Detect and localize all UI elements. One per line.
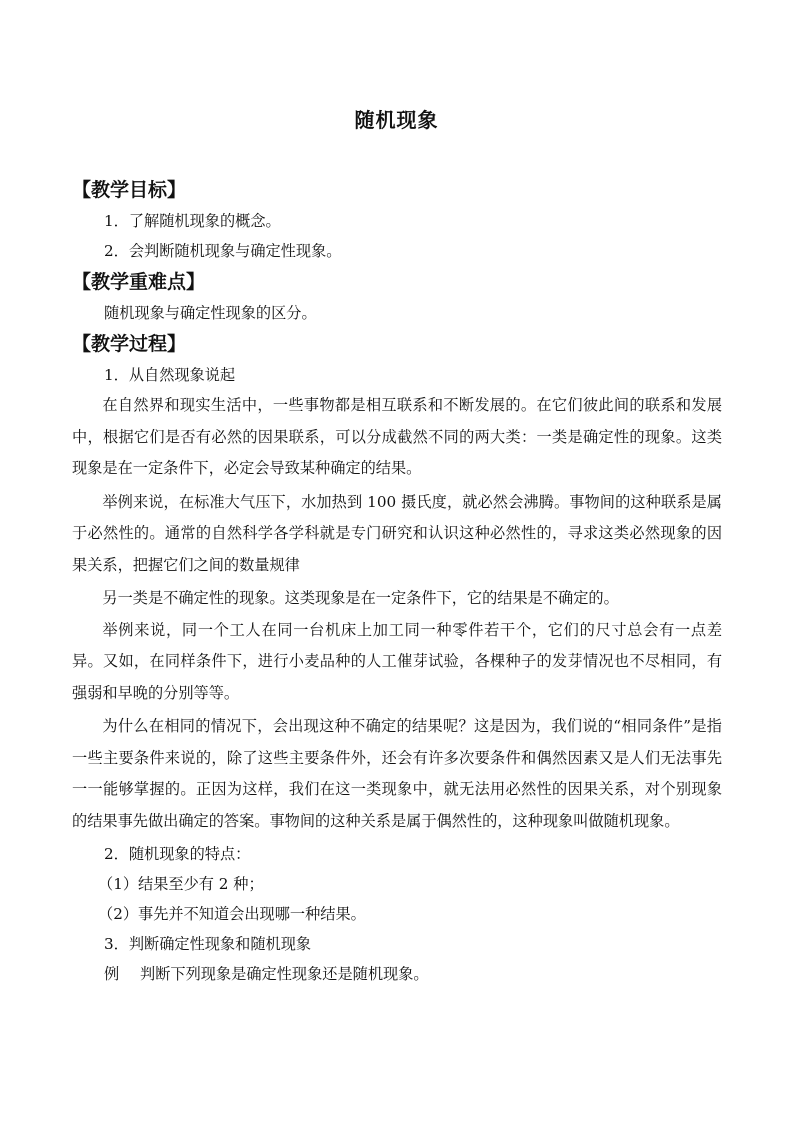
process-paragraph: 在自然界和现实生活中，一些事物都是相互联系和不断发展的。在它们彼此间的联系和发展中，根据它们是否有必然的因果联系，可以分成截然不同的两大类：一类是确定性的现象。这类现象是在一定条件下，必定会导致某种确定的结果。 — [72, 396, 722, 477]
step2-title: 2．随机现象的特点： — [104, 845, 251, 863]
key-points-heading: 【教学重难点】 — [72, 271, 206, 293]
process-paragraph: 另一类是不确定性的现象。这类现象是在一定条件下，它的结果是不确定的。 — [102, 589, 619, 607]
step3-title: 3．判断确定性现象和随机现象 — [104, 935, 312, 953]
example-text: 判断下列现象是确定性现象还是随机现象。 — [140, 965, 429, 983]
feature-item: （2）事先并不知道会出现哪一种结果。 — [98, 905, 366, 923]
objective-item: 2．会判断随机现象与确定性现象。 — [104, 242, 342, 260]
document-title: 随机现象 — [354, 108, 439, 132]
step1-title: 1．从自然现象说起 — [104, 366, 236, 384]
document-body — [72, 174, 722, 989]
example-line — [72, 959, 722, 989]
key-points-text: 随机现象与确定性现象的区分。 — [104, 304, 317, 322]
process-heading: 【教学过程】 — [72, 333, 187, 355]
objectives-heading: 【教学目标】 — [72, 179, 187, 201]
process-paragraph: 为什么在相同的情况下，会出现这种不确定的结果呢？这是因为，我们说的“相同条件”是指一些主要条件来说的，除了这些主要条件外，还会有许多次要条件和偶然因素又是人们无法事先一一能够掌握的。正因为这样，我们在这一类现象中，就无法用必然性的因果关系，对个别现象的结果事先做出确定的答案。事物间的这种关系是属于偶然性的，这种现象叫做随机现象。 — [72, 717, 722, 830]
feature-item: （1）结果至少有 2 种； — [98, 875, 264, 893]
example-label: 例 — [104, 965, 120, 983]
process-paragraph: 举例来说，同一个工人在同一台机床上加工同一种零件若干个，它们的尺寸总会有一点差异。又如，在同样条件下，进行小麦品种的人工催芽试验，各棵种子的发芽情况也不尽相同，有强弱和早晚的分别等等。 — [72, 620, 722, 702]
objective-item: 1．了解随机现象的概念。 — [104, 212, 281, 230]
process-paragraph: 举例来说，在标准大气压下，水加热到 100 摄氏度，就必然会沸腾。事物间的这种联系是属于必然性的。通常的自然科学各学科就是专门研究和认识这种必然性的，寻求这类必然现象的因果关系，把握它们之间的数量规律 — [72, 492, 722, 574]
